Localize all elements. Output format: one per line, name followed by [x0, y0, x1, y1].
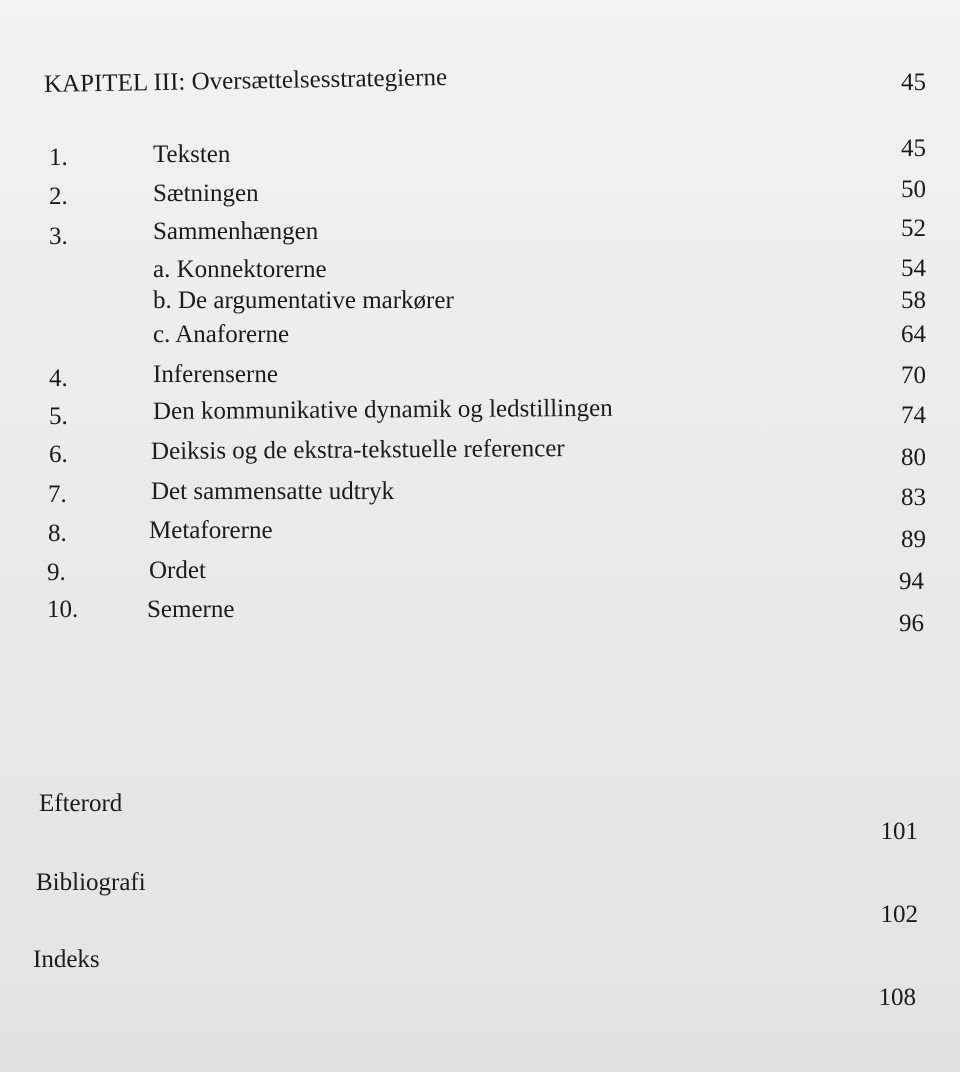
toc-number: 5.	[49, 403, 68, 430]
toc-page: 96	[899, 610, 924, 637]
toc-page: 89	[901, 526, 926, 553]
chapter-page: 45	[901, 69, 926, 96]
toc-title: Den kommunikative dynamik og ledstillingen	[152, 394, 613, 425]
toc-title: Ordet	[149, 557, 206, 584]
toc-page: 94	[899, 568, 924, 595]
toc-number: 8.	[48, 520, 67, 547]
backmatter-title: Indeks	[33, 946, 100, 973]
toc-title: Sætningen	[153, 180, 259, 207]
toc-title: Inferenserne	[153, 361, 278, 388]
toc-number: 3.	[49, 223, 68, 250]
toc-title: Sammenhængen	[153, 218, 319, 245]
toc-title: Teksten	[153, 141, 231, 168]
backmatter-title: Efterord	[39, 790, 123, 817]
toc-page: 52	[901, 215, 926, 242]
toc-page: 70	[901, 362, 926, 389]
toc-page: 45	[901, 135, 926, 162]
toc-title: Deiksis og de ekstra-tekstuelle referencer	[150, 435, 565, 465]
backmatter-title: Bibliografi	[36, 869, 146, 896]
toc-page: 54	[901, 255, 926, 282]
toc-page: 74	[901, 402, 926, 429]
toc-number: 6.	[49, 441, 68, 468]
toc-page: 58	[901, 287, 926, 314]
toc-page: 50	[901, 176, 926, 203]
toc-page: 64	[901, 321, 926, 348]
toc-number: 1.	[49, 144, 68, 171]
toc-title: Semerne	[147, 596, 235, 623]
toc-title: Metaforerne	[149, 517, 273, 544]
chapter-title: KAPITEL III: Oversættelsesstrategierne	[43, 63, 448, 98]
backmatter-page: 108	[878, 984, 916, 1011]
backmatter-page: 102	[880, 901, 918, 928]
toc-number: 7.	[48, 481, 67, 508]
toc-number: 10.	[47, 596, 79, 623]
toc-number: 2.	[49, 183, 68, 210]
toc-subtitle: c. Anaforerne	[153, 321, 290, 348]
toc-subtitle: b. De argumentative markører	[153, 287, 454, 314]
backmatter-page: 101	[880, 818, 918, 845]
toc-number: 4.	[49, 365, 68, 392]
toc-subtitle: a. Konnektorerne	[153, 256, 327, 283]
toc-number: 9.	[47, 559, 66, 586]
toc-page: 83	[901, 484, 926, 511]
toc-title: Det sammensatte udtryk	[151, 478, 394, 505]
toc-page: 80	[901, 444, 926, 471]
